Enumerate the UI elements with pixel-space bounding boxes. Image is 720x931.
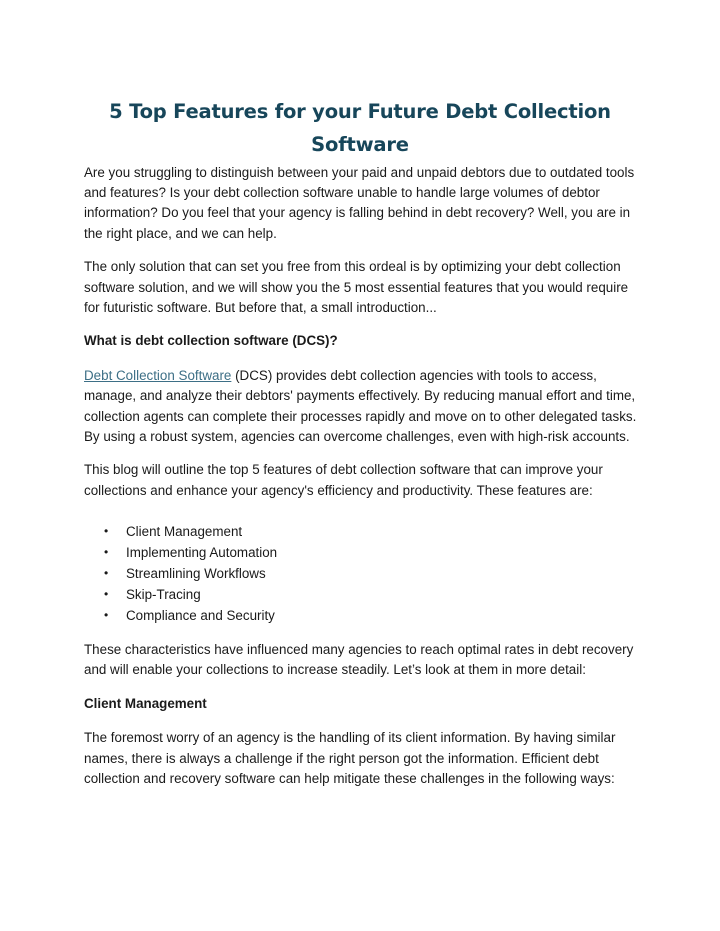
client-management-paragraph: The foremost worry of an agency is the handling of its client information. By having similar names, there is always a challenge if the right person got the information. Efficient debt collection and recovery software can help mitigate these challenges in the following ways: <box>84 730 616 786</box>
bullet-icon: • <box>104 566 109 581</box>
feature-label: Client Management <box>126 524 243 540</box>
title-line-1: 5 Top Features for your Future Debt Collection <box>109 100 611 124</box>
feature-label: Skip-Tracing <box>126 587 201 603</box>
bullet-icon: • <box>104 545 109 560</box>
dcs-heading: What is debt collection software (DCS)? <box>84 333 338 349</box>
characteristics-paragraph: These characteristics have influenced many agencies to reach optimal rates in debt recovery and will enable your collections to increase steadily. Let’s look at them in more detail: <box>84 641 634 678</box>
solution-paragraph: The only solution that can set you free from this ordeal is by optimizing your debt collection software solution, and we will show you the 5 most essential features that you would require for futuristic software. But before that, a small introduction... <box>84 259 629 315</box>
bullet-icon: • <box>104 608 109 623</box>
list-item <box>84 584 640 605</box>
list-item <box>84 605 640 626</box>
features-list <box>84 514 640 626</box>
dcs-paragraph-text: (DCS) provides debt collection agencies with tools to access, manage, and analyze their debtors' payments effectively. By reducing manual effort and time, collection agents can complete their processes rapidly and move on to other delegated tasks. By using a robust system, agencies can overcome challenges, even with high-risk accounts. <box>84 368 637 444</box>
page-title <box>84 95 636 161</box>
client-management-heading: Client Management <box>84 695 207 711</box>
title-line-2: Software <box>311 133 409 157</box>
dcs-paragraph <box>84 366 640 447</box>
list-item <box>84 542 640 563</box>
debt-collection-software-link[interactable]: Debt Collection Software <box>84 368 232 384</box>
bullet-icon: • <box>104 524 109 539</box>
feature-label: Compliance and Security <box>126 608 275 624</box>
feature-label: Implementing Automation <box>126 545 278 561</box>
feature-label: Streamlining Workflows <box>126 566 266 582</box>
intro-paragraph: Are you struggling to distinguish between your paid and unpaid debtors due to outdated tools and features? Is your debt collection software unable to handle large volumes of debtor information? Do you feel that your agency is falling behind in debt recovery? Well, you are in the right place, and we can help. <box>84 165 635 241</box>
bullet-icon: • <box>104 587 109 602</box>
list-item <box>84 563 640 584</box>
document-body <box>84 163 640 803</box>
blog-paragraph: This blog will outline the top 5 features of debt collection software that can improve your collections and enhance your agency's efficiency and productivity. These features are: <box>84 462 603 498</box>
list-item <box>84 521 640 542</box>
